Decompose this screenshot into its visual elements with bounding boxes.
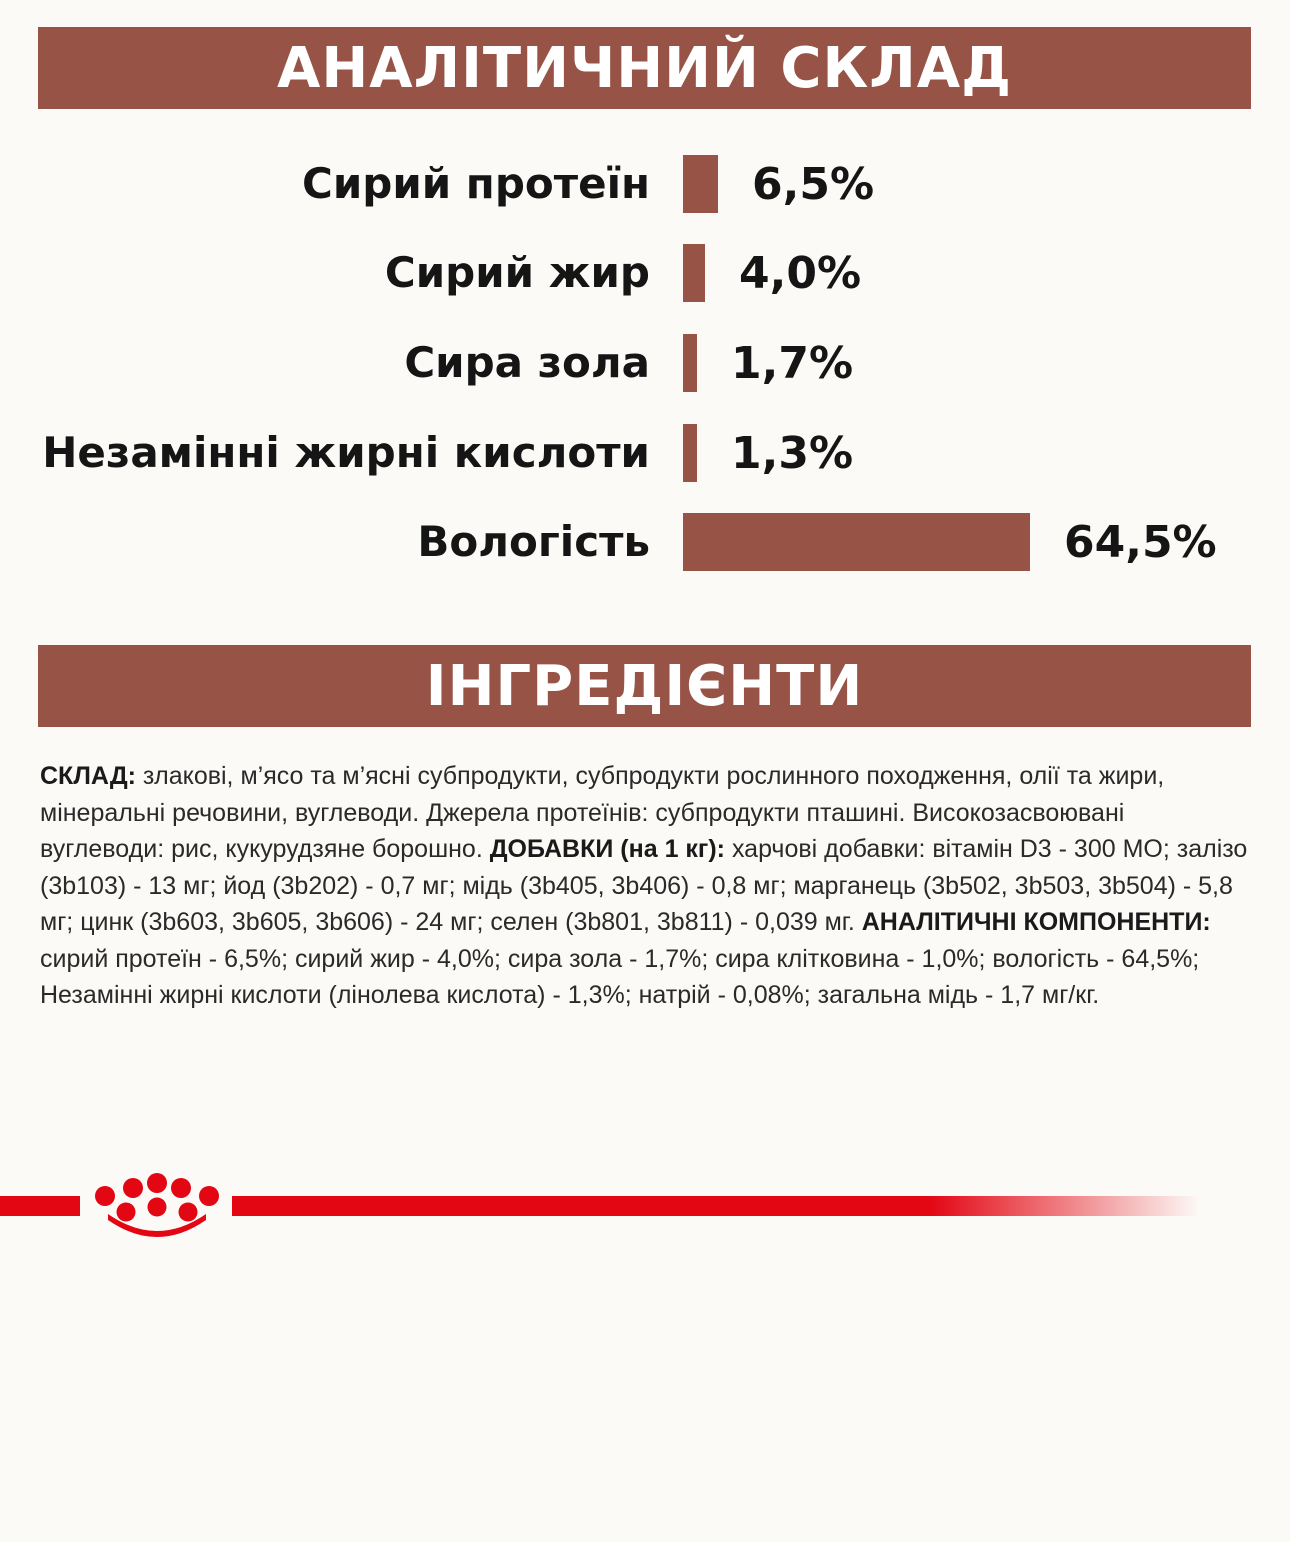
bar-value-label: 1,7% [731, 338, 854, 389]
bar-value-label: 1,3% [731, 428, 854, 479]
bar-label: Сирий жир [384, 248, 650, 297]
bar [683, 155, 718, 213]
bar-value-label: 4,0% [739, 248, 862, 299]
analytical-text: сирий протеїн - 6,5%; сирий жир - 4,0%; сира зола - 1,7%; сира клітковина - 1,0%; вологість - 64,5%; Незамінні жирні кислоти (лінолева кислота) - 1,3%; натрій - 0,08%; загальна мідь - 1,7 мг/кг. [40, 944, 1200, 1009]
bar-label: Сира зола [404, 338, 650, 387]
ingredients-title: ІНГРЕДІЄНТИ [425, 653, 864, 719]
composition-text: злакові, м’ясо та м’ясні субпродукти, субпродукти рослинного походження, олії та жири, мінеральні речовини, вуглеводи. Джерела протеїнів: субпродукти пташині. Високозасвоювані вуглеводи: рис, кукурудзяне борошно. [40, 762, 1165, 863]
ingredients-banner [38, 645, 1251, 727]
bar [683, 334, 697, 392]
additives-label: ДОБАВКИ (на 1 кг): [489, 835, 725, 863]
royal-canin-crown-icon [95, 1173, 219, 1237]
ingredients-text [40, 758, 1252, 1014]
additives-text: харчові добавки: вітамін D3 - 300 МО; залізо (3b103) - 13 мг; йод (3b202) - 0,7 мг; мідь (3b405, 3b406) - 0,8 мг; марганець (3b502, 3b503, 3b504) - 5,8 мг; цинк (3b603, 3b605, 3b606) - 24 мг; селен (3b801, 3b811) - 0,039 мг. [40, 835, 1248, 936]
stripe-right [232, 1196, 1200, 1216]
bar-label: Сирий протеїн [302, 159, 650, 208]
bar-value-label: 64,5% [1064, 517, 1217, 568]
stripe-left [0, 1196, 80, 1216]
footer [0, 1150, 1290, 1270]
analytical-label: АНАЛІТИЧНІ КОМПОНЕНТИ: [861, 908, 1211, 936]
bar [683, 424, 697, 482]
bar-value-label: 6,5% [752, 159, 875, 210]
footer-stripe [0, 1150, 1290, 1270]
bar [683, 244, 705, 302]
bar-label: Незамінні жирні кислоти [42, 428, 650, 477]
analysis-title: АНАЛІТИЧНИЙ СКЛАД [277, 35, 1012, 101]
bar-label: Вологість [417, 517, 650, 566]
bar [683, 513, 1030, 571]
analysis-banner [38, 27, 1251, 109]
composition-label: СКЛАД: [40, 762, 136, 790]
